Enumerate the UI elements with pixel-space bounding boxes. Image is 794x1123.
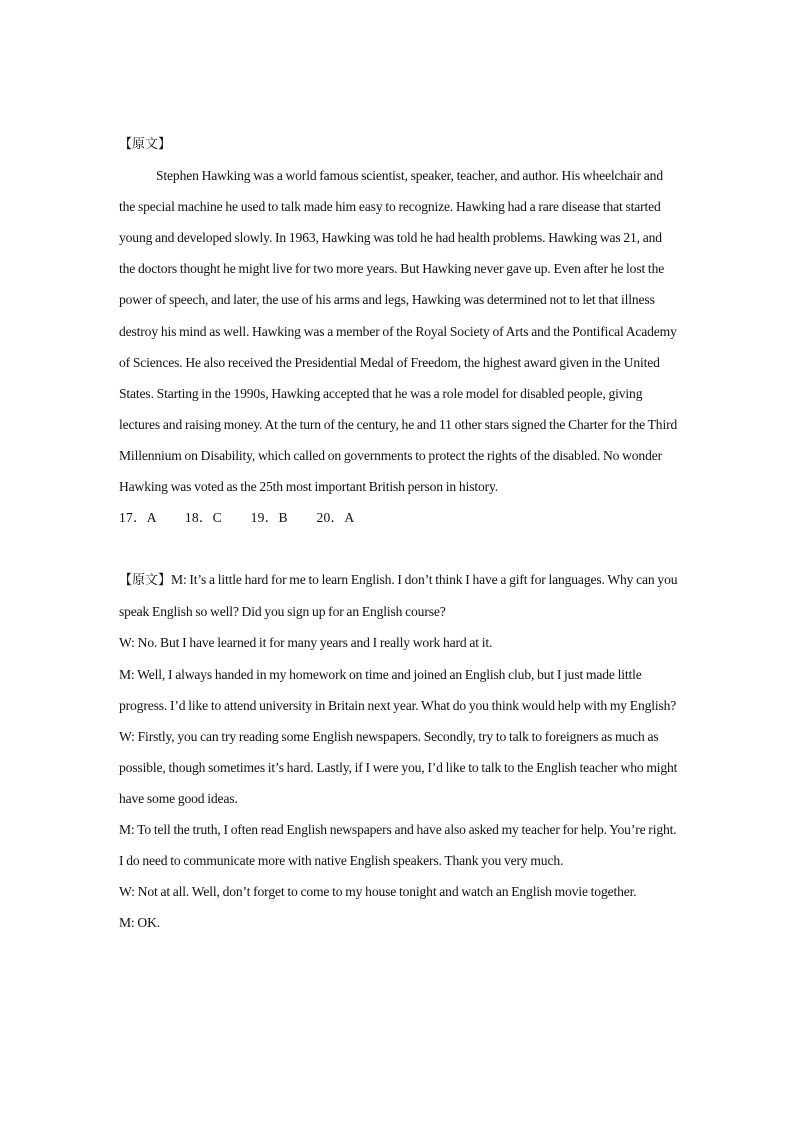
hawking-passage: Stephen Hawking was a world famous scientist, speaker, teacher, and author. His wheelchair and the special machine he used to talk made him easy to recognize. Hawking had a rare disease that started young and developed slowly. In 1963, Hawking was told he had health problems. Hawking was 21, and the doctors thought he might live for two more years. But Hawking never gave up. Even after he lost the power of speech, and later, the use of his arms and legs, Hawking was determined not to let that illness destroy his mind as well. Hawking was a member of the Royal Society of Arts and the Pontifical Academy of Sciences. He also received the Presidential Medal of Freedom, the highest award given in the United States. Starting in the 1990s, Hawking accepted that he was a role model for disabled people, giving lectures and raising money. At the turn of the century, he and 11 other stars signed the Charter for the Third Millennium on Disability, which called on governments to protect the rights of the disabled. No wonder Hawking was voted as the 25th most important British person in history.	[119, 168, 678, 495]
answer-key: 17．A 18．C 19．B 20．A	[119, 510, 355, 526]
section1-label: 【原文】	[119, 137, 172, 152]
dialogue-line-5: M: To tell the truth, I often read English newspapers and have also asked my teacher for help. You’re right. I do need to communicate more with native English speakers. Thank you very much.	[119, 821, 677, 869]
dialogue-line-4: W: Firstly, you can try reading some English newspapers. Secondly, try to talk to foreigners as much as possible, though sometimes it’s hard. Lastly, if I were you, I’d like to talk to the English teacher who might have some good ideas.	[119, 728, 678, 806]
page-content	[119, 129, 679, 938]
dialogue-line-7: M: OK.	[119, 915, 160, 931]
section2-label: 【原文】	[119, 573, 172, 589]
section-gap	[119, 533, 679, 564]
dialogue-line-3: M: Well, I always handed in my homework on time and joined an English club, but I just made little progress. I’d like to attend university in Britain next year. What do you think would help with my English?	[119, 666, 677, 713]
dialogue-line-1	[119, 564, 679, 627]
dialogue-line-6: W: Not at all. Well, don’t forget to come to my house tonight and watch an English movie together.	[119, 884, 637, 900]
dialogue-line-1-text: M: It’s a little hard for me to learn English. I don’t think I have a gift for languages. Why can you speak English so well? Did you sign up for an English course?	[119, 572, 678, 620]
dialogue-line-2: W: No. But I have learned it for many years and I really work hard at it.	[119, 635, 493, 651]
